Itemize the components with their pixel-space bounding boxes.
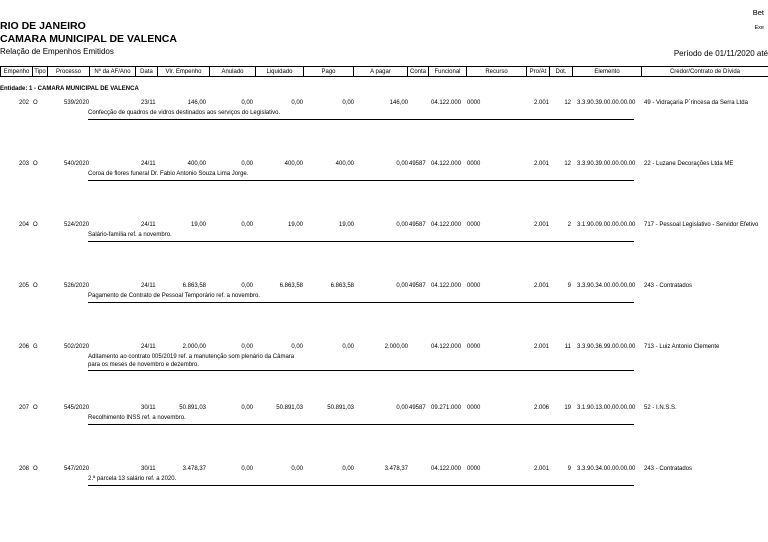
- liquidated-value: 0,00: [291, 344, 303, 350]
- col-recurso: Recurso: [467, 66, 527, 77]
- annulled-value: 0,00: [241, 344, 253, 350]
- col-apagar: A pagar: [354, 66, 408, 77]
- col-dot: Dot.: [550, 66, 573, 77]
- empenho-date: 30/11: [141, 466, 156, 472]
- liquidated-value: 19,00: [287, 222, 303, 228]
- description-line-1: Pagamento de Contrato de Pessoal Temporário ref. a novembro.: [88, 293, 260, 299]
- empenho-date: 24/11: [141, 344, 156, 350]
- process-number: 502/2020: [64, 344, 90, 350]
- col-conta: Conta: [408, 66, 429, 77]
- empenho-value: 2.000,00: [182, 344, 206, 350]
- empenho-type: O: [33, 161, 38, 167]
- empenho-type: O: [33, 222, 38, 228]
- col-pago: Pago: [304, 66, 354, 77]
- payable-value: 3.478,37: [384, 466, 408, 472]
- process-number: 540/2020: [64, 161, 90, 167]
- empenho-value: 50.891,03: [179, 405, 206, 411]
- col-af: Nº da AF/Ano: [90, 66, 136, 77]
- functional-code: 04.122.000: [431, 283, 462, 289]
- state-line: RIO DE JANEIRO: [0, 20, 86, 32]
- creditor-name: 717 - Pessoal Legislativo - Servidor Efetivo: [644, 222, 759, 228]
- col-funcional: Funcional: [429, 66, 467, 77]
- project-activity: 2.001: [533, 283, 549, 289]
- description-line-1: Recolhimento INSS ref. a novembro.: [88, 415, 186, 421]
- empenho-number: 205: [18, 283, 29, 289]
- annulled-value: 0,00: [241, 222, 253, 228]
- project-activity: 2.001: [533, 222, 549, 228]
- empenho-type: O: [33, 283, 38, 289]
- description-line-1: Confecção de quadros de vidros destinados aos serviços do Legislativo.: [88, 110, 281, 116]
- payable-value: 0,00: [396, 222, 408, 228]
- empenho-number: 206: [18, 344, 29, 350]
- paid-value: 0,00: [342, 344, 354, 350]
- project-activity: 2.001: [533, 466, 549, 472]
- row-underline: [88, 119, 634, 120]
- functional-code: 04.122.000: [431, 466, 462, 472]
- col-anulado: Anulado: [210, 66, 256, 77]
- empenho-description: [88, 110, 280, 118]
- empenho-number: 203: [18, 161, 29, 167]
- empenho-description: [88, 293, 260, 301]
- col-elemento: Elemento: [573, 66, 642, 77]
- empenho-description: [88, 232, 172, 240]
- account-number: 49587: [409, 405, 426, 411]
- empenho-type: O: [33, 100, 38, 106]
- col-proat: Pro/At: [527, 66, 550, 77]
- creditor-name: 22 - Luzane Decorações Ltda ME: [644, 161, 734, 167]
- empenho-type: O: [33, 466, 38, 472]
- annulled-value: 0,00: [241, 161, 253, 167]
- empenho-value: 3.478,37: [182, 466, 206, 472]
- process-number: 539/2020: [64, 100, 90, 106]
- empenho-number: 208: [18, 466, 29, 472]
- allocation-number: 19: [564, 405, 571, 411]
- account-number: 49587: [409, 283, 426, 289]
- row-underline: [88, 180, 634, 181]
- allocation-number: 2: [567, 222, 571, 228]
- empenho-value: 400,00: [187, 161, 206, 167]
- col-tipo: Tipo: [33, 66, 48, 77]
- col-credor: Credor/Contrato de Dívida: [642, 66, 768, 77]
- element-code: 3.3.90.36.99.00.00.00: [577, 344, 636, 350]
- functional-code: 04.122.000: [431, 161, 462, 167]
- element-code: 3.3.90.34.00.00.00.00: [577, 283, 636, 289]
- project-activity: 2.001: [533, 344, 549, 350]
- col-empenho: Empenho: [0, 66, 33, 77]
- row-underline: [88, 302, 634, 303]
- account-number: 49587: [409, 161, 426, 167]
- report-title: Relação de Empenhos Emitidos: [0, 47, 114, 56]
- col-data: Data: [136, 66, 158, 77]
- paid-value: 19,00: [338, 222, 354, 228]
- creditor-name: 713 - Luiz Antonio Clemente: [644, 344, 720, 350]
- entity-heading: Entidade: 1 - CAMARA MUNICIPAL DE VALENCA: [0, 86, 139, 92]
- functional-code: 04.122.000: [431, 100, 462, 106]
- allocation-number: 12: [564, 161, 571, 167]
- annulled-value: 0,00: [241, 466, 253, 472]
- org-name: CAMARA MUNICIPAL DE VALENCA: [0, 33, 177, 45]
- allocation-number: 9: [567, 283, 571, 289]
- functional-code: 09.271.000: [431, 405, 462, 411]
- empenho-description: [88, 415, 186, 423]
- empenho-type: G: [33, 344, 38, 350]
- col-liquidado: Liquidado: [256, 66, 304, 77]
- row-underline: [88, 370, 634, 371]
- empenho-value: 146,00: [187, 100, 206, 106]
- empenho-number: 202: [18, 100, 29, 106]
- creditor-name: 49 - Vidraçaria P´rincesa da Serra Ltda: [644, 100, 748, 106]
- annulled-value: 0,00: [241, 100, 253, 106]
- col-vlr: Vlr. Empenho: [158, 66, 210, 77]
- description-line-1: 2.ª parcela 13 salário ref. a 2020.: [88, 476, 177, 482]
- allocation-number: 11: [564, 344, 571, 350]
- liquidated-value: 6.863,58: [279, 283, 303, 289]
- liquidated-value: 0,00: [291, 100, 303, 106]
- element-code: 3.3.90.39.00.00.00.00: [577, 161, 636, 167]
- annulled-value: 0,00: [241, 405, 253, 411]
- empenho-value: 19,00: [190, 222, 206, 228]
- liquidated-value: 50.891,03: [276, 405, 303, 411]
- description-line-1: Salário-família ref. a novembro.: [88, 232, 172, 238]
- row-underline: [88, 241, 634, 242]
- process-number: 545/2020: [64, 405, 90, 411]
- empenho-date: 23/11: [141, 100, 156, 106]
- element-code: 3.3.90.39.00.00.00.00: [577, 100, 636, 106]
- description-line-2: para os meses de novembro e dezembro.: [88, 361, 200, 368]
- row-underline: [88, 424, 634, 425]
- empenho-value: 6.863,58: [182, 283, 206, 289]
- project-activity: 2.001: [533, 100, 549, 106]
- paid-value: 0,00: [342, 100, 354, 106]
- creditor-name: 243 - Contratados: [644, 466, 693, 472]
- paid-value: 0,00: [342, 466, 354, 472]
- empenho-description: [88, 171, 248, 179]
- paid-value: 400,00: [335, 161, 354, 167]
- process-number: 524/2020: [64, 222, 90, 228]
- empenho-description: [88, 476, 176, 484]
- resource-code: 0000: [467, 161, 481, 167]
- account-number: 49587: [409, 222, 426, 228]
- element-code: 3.1.90.09.00.00.00.00: [577, 222, 636, 228]
- top-right-user: Bet: [752, 8, 764, 17]
- empenho-date: 30/11: [141, 405, 156, 411]
- paid-value: 6.863,58: [330, 283, 354, 289]
- element-code: 3.3.90.34.00.00.00.00: [577, 466, 636, 472]
- functional-code: 04.122.000: [431, 344, 462, 350]
- top-right-sub: Exe: [754, 25, 764, 31]
- empenho-number: 204: [18, 222, 29, 228]
- process-number: 526/2020: [64, 283, 90, 289]
- paid-value: 50.891,03: [327, 405, 354, 411]
- project-activity: 2.006: [533, 405, 549, 411]
- row-underline: [88, 485, 634, 486]
- liquidated-value: 0,00: [291, 466, 303, 472]
- empenho-description: [88, 354, 294, 369]
- project-activity: 2.001: [533, 161, 549, 167]
- resource-code: 0000: [467, 466, 481, 472]
- payable-value: 146,00: [389, 100, 408, 106]
- col-processo: Processo: [48, 66, 90, 77]
- empenho-number: 207: [18, 405, 29, 411]
- payable-value: 0,00: [396, 283, 408, 289]
- resource-code: 0000: [467, 100, 481, 106]
- empenho-date: 24/11: [141, 222, 156, 228]
- annulled-value: 0,00: [241, 283, 253, 289]
- liquidated-value: 400,00: [284, 161, 303, 167]
- creditor-name: 52 - I.N.S.S.: [644, 405, 677, 411]
- payable-value: 0,00: [396, 405, 408, 411]
- allocation-number: 9: [567, 466, 571, 472]
- resource-code: 0000: [467, 283, 481, 289]
- period-label: Período de 01/11/2020 até: [673, 49, 768, 58]
- functional-code: 04.122.000: [431, 222, 462, 228]
- payable-value: 2.000,00: [384, 344, 408, 350]
- empenho-type: O: [33, 405, 38, 411]
- resource-code: 0000: [467, 405, 481, 411]
- description-line-1: Aditamento ao contrato 005/2019 ref. a manutenção som plenário da Câmara: [88, 354, 295, 360]
- resource-code: 0000: [467, 222, 481, 228]
- empenho-date: 24/11: [141, 283, 156, 289]
- description-line-1: Coroa de flores funeral Dr. Fabio Antonio Souza Lima Jorge.: [88, 171, 249, 177]
- process-number: 547/2020: [64, 466, 90, 472]
- element-code: 3.1.90.13.00.00.00.00: [577, 405, 636, 411]
- empenho-date: 24/11: [141, 161, 156, 167]
- creditor-name: 243 - Contratados: [644, 283, 693, 289]
- allocation-number: 12: [564, 100, 571, 106]
- resource-code: 0000: [467, 344, 481, 350]
- payable-value: 0,00: [396, 161, 408, 167]
